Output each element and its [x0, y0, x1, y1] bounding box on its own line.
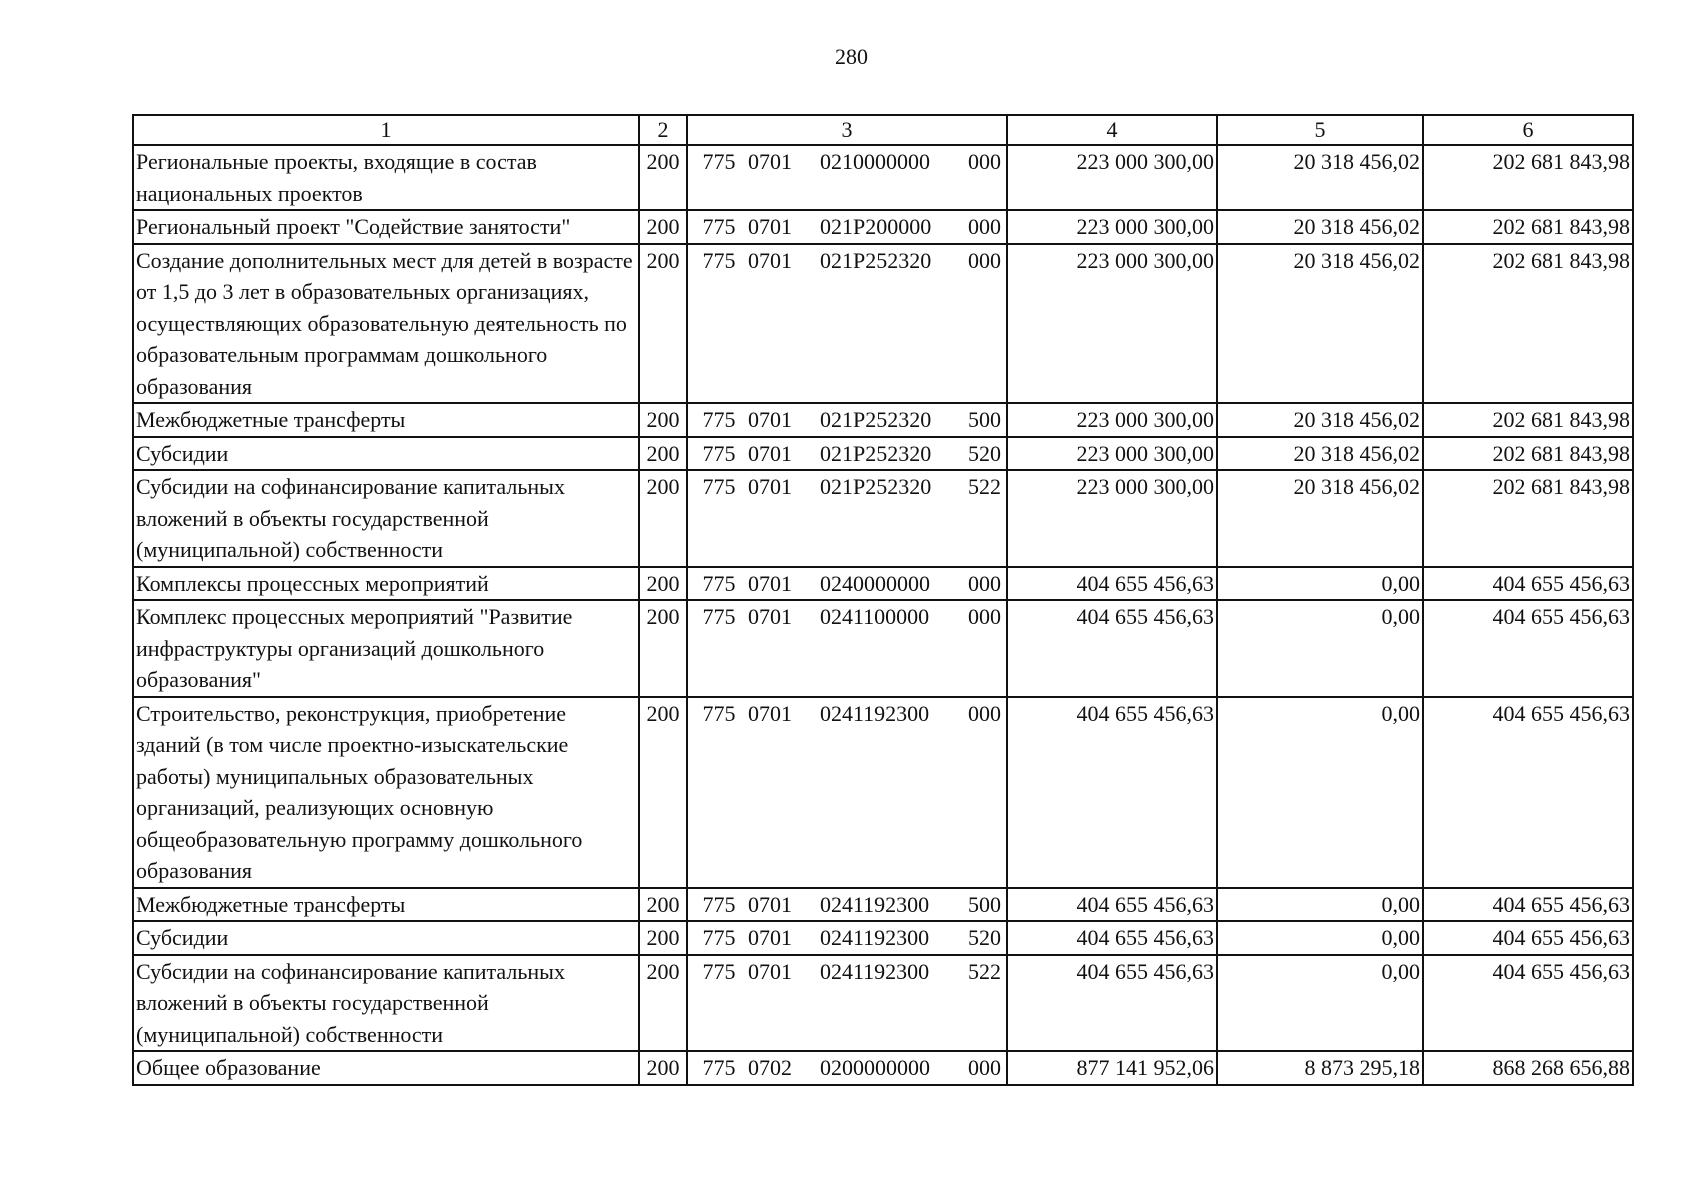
row-code [687, 697, 1007, 888]
row-expense-type-code: 000 [968, 247, 1001, 273]
row-col5: 0,00 [1217, 955, 1423, 1052]
row-code [687, 403, 1007, 437]
row-col5: 0,00 [1217, 888, 1423, 922]
row-col5: 0,00 [1217, 921, 1423, 955]
row-name: Региональный проект "Содействие занятости" [133, 210, 639, 244]
row-col2: 200 [639, 567, 687, 601]
row-name: Комплексы процессных мероприятий [133, 567, 639, 601]
row-admin-code: 775 [702, 407, 736, 432]
row-code [687, 470, 1007, 567]
table-row [133, 955, 1633, 1052]
row-name: Субсидии на софинансирование капитальных вложений в объекты государственной (муниципальной) собственности [133, 470, 639, 567]
row-name: Субсидии [133, 437, 639, 471]
row-col4: 404 655 456,63 [1007, 921, 1217, 955]
row-col4: 404 655 456,63 [1007, 600, 1217, 697]
row-col4: 223 000 300,00 [1007, 145, 1217, 210]
row-code [687, 888, 1007, 922]
row-code [687, 567, 1007, 601]
row-col5: 20 318 456,02 [1217, 244, 1423, 404]
table-row [133, 145, 1633, 210]
row-target-code: 0210000000 [820, 149, 930, 174]
row-col4: 404 655 456,63 [1007, 567, 1217, 601]
row-target-code: 021P252320 [820, 247, 932, 273]
row-col4: 404 655 456,63 [1007, 888, 1217, 922]
row-code [687, 1051, 1007, 1085]
row-name: Межбюджетные трансферты [133, 403, 639, 437]
row-expense-type-code: 500 [968, 407, 1001, 432]
row-expense-type-code: 520 [968, 925, 1001, 950]
row-expense-type-code: 520 [968, 440, 1001, 466]
row-admin-code: 775 [702, 474, 736, 499]
row-col2: 200 [639, 921, 687, 955]
header-row [133, 115, 1633, 145]
table-row [133, 697, 1633, 888]
header-col-4: 4 [1007, 115, 1217, 145]
row-col6: 868 268 656,88 [1423, 1051, 1633, 1085]
row-col6: 404 655 456,63 [1423, 567, 1633, 601]
table-row [133, 470, 1633, 567]
row-target-code: 0241192300 [820, 700, 930, 726]
row-col2: 200 [639, 1051, 687, 1085]
row-name: Региональные проекты, входящие в состав национальных проектов [133, 145, 639, 210]
row-section-code: 0701 [748, 958, 792, 984]
row-col5: 8 873 295,18 [1217, 1051, 1423, 1085]
row-target-code: 021P252320 [820, 407, 932, 432]
row-expense-type-code: 000 [968, 604, 1001, 629]
row-name: Межбюджетные трансферты [133, 888, 639, 922]
row-col5: 20 318 456,02 [1217, 210, 1423, 244]
row-col6: 404 655 456,63 [1423, 600, 1633, 697]
row-name: Общее образование [133, 1051, 639, 1085]
row-col6: 404 655 456,63 [1423, 697, 1633, 888]
row-col2: 200 [639, 437, 687, 471]
row-col2: 200 [639, 470, 687, 567]
row-name: Субсидии на софинансирование капитальных вложений в объекты государственной (муниципальной) собственности [133, 955, 639, 1052]
row-section-code: 0701 [748, 440, 792, 466]
row-target-code: 0241192300 [820, 891, 930, 917]
row-col4: 877 141 952,06 [1007, 1051, 1217, 1085]
row-name: Создание дополнительных мест для детей в возрасте от 1,5 до 3 лет в образовательных организациях, осуществляющих образовательную деятельность по образовательным программам дошкольного образования [133, 244, 639, 404]
table-row [133, 437, 1633, 471]
row-expense-type-code: 000 [968, 214, 1001, 239]
row-col2: 200 [639, 210, 687, 244]
row-col6: 202 681 843,98 [1423, 210, 1633, 244]
row-col6: 202 681 843,98 [1423, 244, 1633, 404]
row-col2: 200 [639, 244, 687, 404]
page-number: 280 [835, 44, 868, 69]
table-row [133, 210, 1633, 244]
row-col2: 200 [639, 600, 687, 697]
row-col5: 0,00 [1217, 697, 1423, 888]
table-row [133, 567, 1633, 601]
row-col4: 223 000 300,00 [1007, 437, 1217, 471]
row-admin-code: 775 [702, 958, 736, 984]
row-col6: 202 681 843,98 [1423, 470, 1633, 567]
row-admin-code: 775 [702, 214, 736, 239]
row-section-code: 0701 [748, 214, 792, 239]
row-code [687, 600, 1007, 697]
row-target-code: 0241192300 [820, 958, 930, 984]
row-expense-type-code: 000 [968, 149, 1001, 174]
row-col5: 0,00 [1217, 567, 1423, 601]
row-name: Комплекс процессных мероприятий "Развитие инфраструктуры организаций дошкольного образования" [133, 600, 639, 697]
row-col4: 404 655 456,63 [1007, 697, 1217, 888]
row-admin-code: 775 [702, 700, 736, 726]
row-section-code: 0701 [748, 604, 792, 629]
table-row [133, 1051, 1633, 1085]
row-code [687, 244, 1007, 404]
table-row [133, 888, 1633, 922]
row-expense-type-code: 000 [968, 570, 1001, 596]
row-section-code: 0701 [748, 247, 792, 273]
row-expense-type-code: 522 [968, 474, 1001, 499]
row-section-code: 0701 [748, 407, 792, 432]
row-code [687, 921, 1007, 955]
row-col6: 404 655 456,63 [1423, 888, 1633, 922]
row-admin-code: 775 [702, 891, 736, 917]
header-col-6: 6 [1423, 115, 1633, 145]
row-col4: 223 000 300,00 [1007, 210, 1217, 244]
row-name: Субсидии [133, 921, 639, 955]
row-col6: 404 655 456,63 [1423, 955, 1633, 1052]
row-admin-code: 775 [702, 149, 736, 174]
row-col5: 20 318 456,02 [1217, 437, 1423, 471]
row-col5: 0,00 [1217, 600, 1423, 697]
header-col-5: 5 [1217, 115, 1423, 145]
row-code [687, 955, 1007, 1052]
row-expense-type-code: 500 [968, 891, 1001, 917]
budget-table [132, 114, 1634, 1086]
header-col-3: 3 [687, 115, 1007, 145]
row-code [687, 210, 1007, 244]
row-col2: 200 [639, 697, 687, 888]
row-section-code: 0702 [748, 1055, 792, 1080]
row-col5: 20 318 456,02 [1217, 145, 1423, 210]
row-col2: 200 [639, 955, 687, 1052]
row-target-code: 0240000000 [820, 570, 930, 596]
row-admin-code: 775 [702, 247, 736, 273]
row-target-code: 0241192300 [820, 925, 930, 950]
row-expense-type-code: 000 [968, 1055, 1001, 1080]
row-admin-code: 775 [702, 1055, 736, 1080]
row-admin-code: 775 [702, 440, 736, 466]
row-section-code: 0701 [748, 474, 792, 499]
row-col2: 200 [639, 403, 687, 437]
row-col4: 223 000 300,00 [1007, 403, 1217, 437]
row-section-code: 0701 [748, 570, 792, 596]
row-expense-type-code: 000 [968, 700, 1001, 726]
table-row [133, 244, 1633, 404]
row-col2: 200 [639, 888, 687, 922]
row-col2: 200 [639, 145, 687, 210]
header-col-2: 2 [639, 115, 687, 145]
row-code [687, 437, 1007, 471]
row-section-code: 0701 [748, 891, 792, 917]
row-section-code: 0701 [748, 925, 792, 950]
row-admin-code: 775 [702, 604, 736, 629]
row-col6: 202 681 843,98 [1423, 145, 1633, 210]
row-expense-type-code: 522 [968, 958, 1001, 984]
row-target-code: 0200000000 [820, 1055, 930, 1080]
row-target-code: 021P252320 [820, 474, 932, 499]
row-admin-code: 775 [702, 925, 736, 950]
table-row [133, 921, 1633, 955]
row-col4: 223 000 300,00 [1007, 244, 1217, 404]
row-target-code: 0241100000 [820, 604, 930, 629]
row-name: Строительство, реконструкция, приобретение зданий (в том числе проектно-изыскательские работы) муниципальных образовательных организаций, реализующих основную общеобразовательную программу дошкольного образования [133, 697, 639, 888]
header-col-1: 1 [133, 115, 639, 145]
row-col6: 202 681 843,98 [1423, 403, 1633, 437]
row-col6: 202 681 843,98 [1423, 437, 1633, 471]
row-col5: 20 318 456,02 [1217, 403, 1423, 437]
row-section-code: 0701 [748, 700, 792, 726]
row-col4: 404 655 456,63 [1007, 955, 1217, 1052]
row-col5: 20 318 456,02 [1217, 470, 1423, 567]
row-col4: 223 000 300,00 [1007, 470, 1217, 567]
row-admin-code: 775 [702, 570, 736, 596]
table-row [133, 403, 1633, 437]
row-col6: 404 655 456,63 [1423, 921, 1633, 955]
table-row [133, 600, 1633, 697]
row-target-code: 021P252320 [820, 440, 932, 466]
row-target-code: 021P200000 [820, 214, 932, 239]
row-code [687, 145, 1007, 210]
row-section-code: 0701 [748, 149, 792, 174]
